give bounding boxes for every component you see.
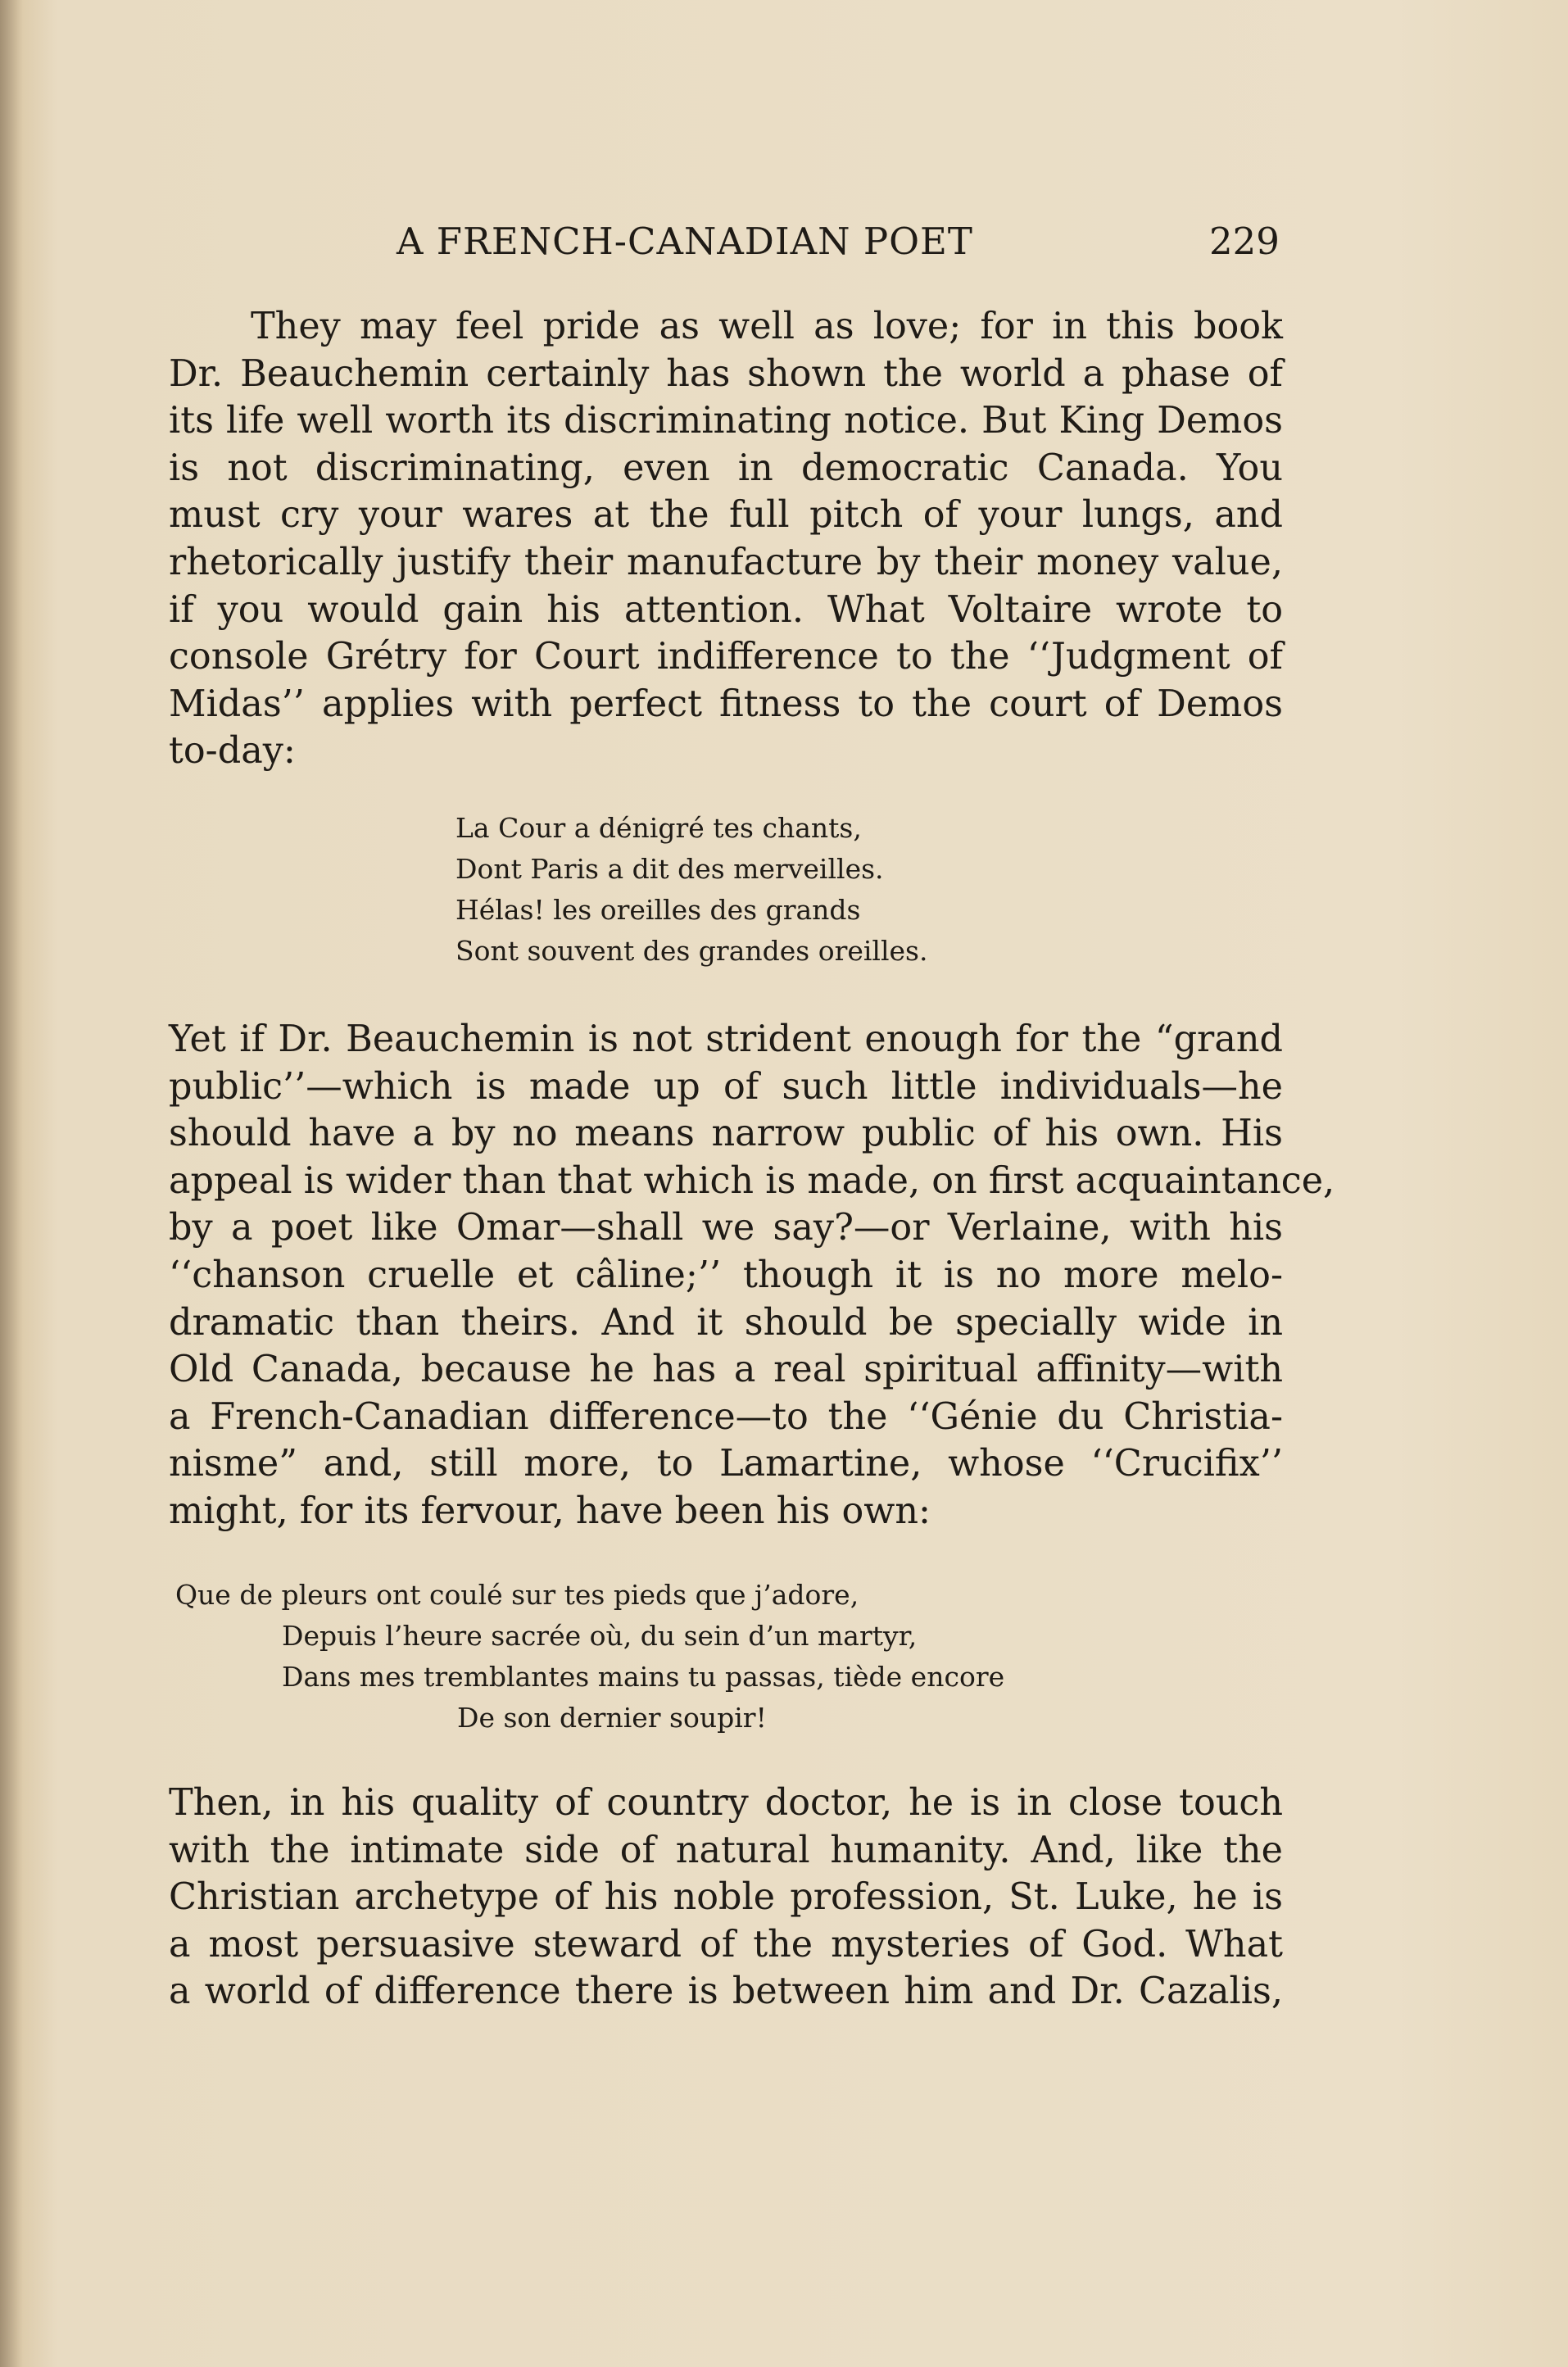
paragraph-1	[169, 303, 1283, 775]
paragraph-3	[169, 1780, 1283, 2016]
text-line: should have a by no means narrow public of his own. His	[169, 1113, 1283, 1155]
text-line: might, for its fervour, have been his own:	[169, 1490, 931, 1532]
verse-line: Dont Paris a dit des merveilles.	[455, 853, 884, 885]
verse-line: Depuis l’heure sacrée où, du sein d’un martyr,	[282, 1620, 918, 1652]
verse-line: Que de pleurs ont coulé sur tes pieds que j’adore,	[175, 1579, 859, 1611]
text-line: to-day:	[169, 730, 296, 773]
text-line: Christian archetype of his noble profession, St. Luke, he is	[169, 1876, 1283, 1919]
text-line: nisme” and, still more, to Lamartine, whose ‘‘Crucifix’’	[169, 1443, 1283, 1485]
text-line: Midas’’ applies with perfect fitness to the court of Demos	[169, 682, 1283, 725]
text-line: by a poet like Omar—shall we say?—or Verlaine, with his	[169, 1207, 1283, 1249]
text-line: if you would gain his attention. What Voltaire wrote to	[169, 588, 1283, 631]
text-line: with the intimate side of natural humanity. And, like the	[169, 1829, 1283, 1871]
text-line: Dr. Beauchemin certainly has shown the world a phase of	[169, 352, 1283, 395]
verse-line: Hélas! les oreilles des grands	[455, 894, 861, 926]
text-line: Then, in his quality of country doctor, he is in close touch	[169, 1782, 1283, 1824]
text-line: Old Canada, because he has a real spiritual affinity—with	[169, 1349, 1283, 1391]
text-line: a French-Canadian difference—to the ‘‘Génie du Christia-	[169, 1395, 1283, 1438]
verse-quote-2	[175, 1575, 1004, 1739]
verse-line: La Cour a dénigré tes chants,	[455, 812, 862, 844]
text-line: a world of difference there is between him and Dr. Cazalis,	[169, 1970, 1283, 2013]
text-line: public’’—which is made up of such little individuals—he	[169, 1065, 1283, 1108]
text-line: must cry your wares at the full pitch of your lungs, and	[169, 494, 1283, 537]
verse-line: Dans mes tremblantes mains tu passas, tiède encore	[282, 1661, 1005, 1693]
page-header	[0, 220, 1568, 269]
paragraph-2	[169, 1016, 1335, 1535]
verse-line: De son dernier soupir!	[457, 1702, 767, 1734]
running-title: A FRENCH-CANADIAN POET	[397, 220, 973, 263]
verse-line: Sont souvent des grandes oreilles.	[455, 935, 928, 967]
verse-quote-1	[455, 808, 928, 972]
text-line: is not discriminating, even in democratic Canada. You	[169, 447, 1283, 489]
text-line: dramatic than theirs. And it should be specially wide in	[169, 1301, 1283, 1344]
text-line: rhetorically justify their manufacture by their money value,	[169, 541, 1283, 583]
text-line: appeal is wider than that which is made, on first acquaintance,	[169, 1159, 1335, 1202]
text-line: console Grétry for Court indifference to the ‘‘Judgment of	[169, 636, 1283, 678]
text-line: a most persuasive steward of the mysteries of God. What	[169, 1923, 1283, 1966]
spine-shadow	[0, 0, 23, 2367]
text-line: its life well worth its discriminating notice. But King Demos	[169, 400, 1283, 442]
text-line: ‘‘chanson cruelle et câline;’’ though it is no more melo-	[169, 1254, 1283, 1296]
text-line: Yet if Dr. Beauchemin is not strident enough for the “grand	[169, 1018, 1283, 1060]
page-number: 229	[1209, 220, 1280, 263]
text-line: They may feel pride as well as love; for in this book	[251, 306, 1283, 347]
